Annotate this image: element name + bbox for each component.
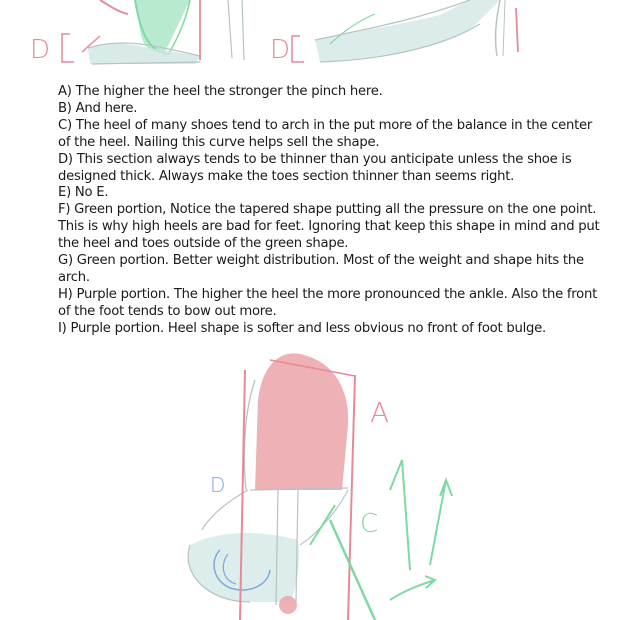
note-e: E) No E. <box>58 185 109 201</box>
left-shoe-fragment <box>62 0 244 64</box>
note-g: G) Green portion. Better weight distribution. Most of the weight and shape hits the arch. <box>58 253 584 285</box>
bottom-label-c: C <box>360 509 379 539</box>
heel-pink-fill <box>255 353 348 490</box>
note-f: F) Green portion, Notice the tapered shape putting all the pressure on the one point. This is why high heels are bad for feet. Ignoring that keep this shape in mind and put the heel and toes outside of the green shape. <box>58 202 600 252</box>
right-shoe-fragment <box>292 0 518 62</box>
toe-box-fill <box>188 533 299 602</box>
note-a: A) The higher the heel the stronger the pinch here. <box>58 84 383 99</box>
note-i: I) Purple portion. Heel shape is softer and less obvious no front of foot bulge. <box>58 320 546 336</box>
note-c: C) The heel of many shoes tend to arch in the put more of the balance in the center of the heel. Nailing this curve helps sell the shape. <box>58 117 593 150</box>
bottom-label-a: A <box>370 396 390 429</box>
annotation-notes <box>58 84 603 338</box>
note-h: H) Purple portion. The higher the heel the more pronounced the ankle. Also the front of the foot tends to bow out more. <box>58 286 597 319</box>
bottom-shoe-sketch <box>150 340 480 620</box>
top-shoe-sketches <box>0 0 620 72</box>
note-d: D) This section always tends to be thinner than you anticipate unless the shoe is designed thick. Always make the toes section thinner than seems right. <box>58 151 572 184</box>
bottom-label-d: D <box>210 473 226 497</box>
note-b: B) And here. <box>58 100 138 116</box>
top-right-label: D <box>270 35 291 65</box>
top-left-label: D <box>30 35 51 65</box>
